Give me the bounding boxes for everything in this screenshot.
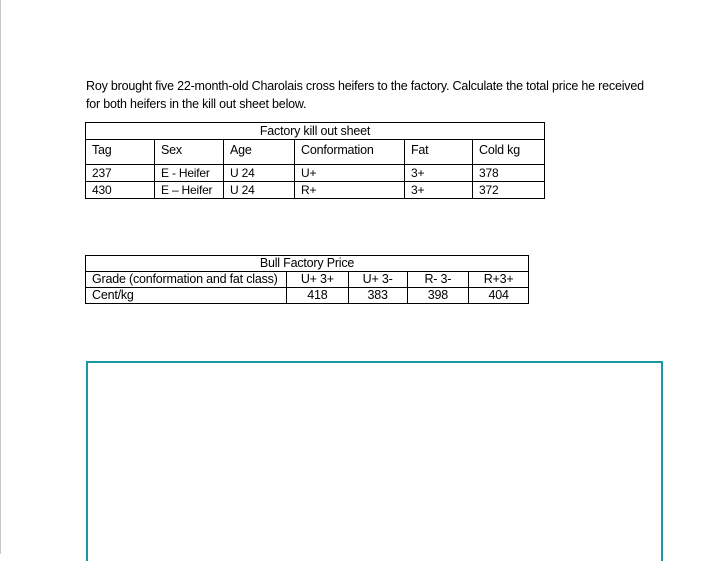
table-row bbox=[86, 182, 545, 199]
header-tag: Tag bbox=[86, 140, 155, 165]
grade-cell: U+ 3+ bbox=[286, 272, 348, 288]
answer-box[interactable] bbox=[86, 361, 663, 561]
cell-fat: 3+ bbox=[405, 182, 473, 199]
cell-tag: 430 bbox=[86, 182, 155, 199]
cell-tag: 237 bbox=[86, 165, 155, 182]
price-cell: 404 bbox=[469, 288, 529, 304]
question-text: Roy brought five 22-month-old Charolais cross heifers to the factory. Calculate the total price he received for both heifers in the kill out sheet below. bbox=[86, 79, 644, 111]
header-fat: Fat bbox=[405, 140, 473, 165]
grade-cell: R+3+ bbox=[469, 272, 529, 288]
table-row bbox=[86, 165, 545, 182]
price-row bbox=[86, 288, 529, 304]
price-cell: 418 bbox=[286, 288, 348, 304]
header-sex: Sex bbox=[155, 140, 224, 165]
kill-out-sheet-table bbox=[85, 122, 545, 199]
cell-fat: 3+ bbox=[405, 165, 473, 182]
page-left-edge bbox=[0, 0, 1, 554]
grade-label: Grade (conformation and fat class) bbox=[86, 272, 287, 288]
kill-sheet-title: Factory kill out sheet bbox=[86, 123, 545, 140]
cell-conformation: R+ bbox=[295, 182, 405, 199]
bull-factory-price-table bbox=[85, 255, 529, 304]
header-cold-kg: Cold kg bbox=[473, 140, 545, 165]
grade-cell: U+ 3- bbox=[348, 272, 407, 288]
price-table-title: Bull Factory Price bbox=[86, 256, 529, 272]
cell-sex: E - Heifer bbox=[155, 165, 224, 182]
kill-sheet-header-row bbox=[86, 140, 545, 165]
cell-age: U 24 bbox=[224, 182, 295, 199]
cell-cold-kg: 372 bbox=[473, 182, 545, 199]
price-label: Cent/kg bbox=[86, 288, 287, 304]
cell-conformation: U+ bbox=[295, 165, 405, 182]
grade-row bbox=[86, 272, 529, 288]
price-cell: 398 bbox=[407, 288, 469, 304]
cell-sex: E – Heifer bbox=[155, 182, 224, 199]
price-cell: 383 bbox=[348, 288, 407, 304]
header-age: Age bbox=[224, 140, 295, 165]
grade-cell: R- 3- bbox=[407, 272, 469, 288]
cell-age: U 24 bbox=[224, 165, 295, 182]
cell-cold-kg: 378 bbox=[473, 165, 545, 182]
header-conformation: Conformation bbox=[295, 140, 405, 165]
